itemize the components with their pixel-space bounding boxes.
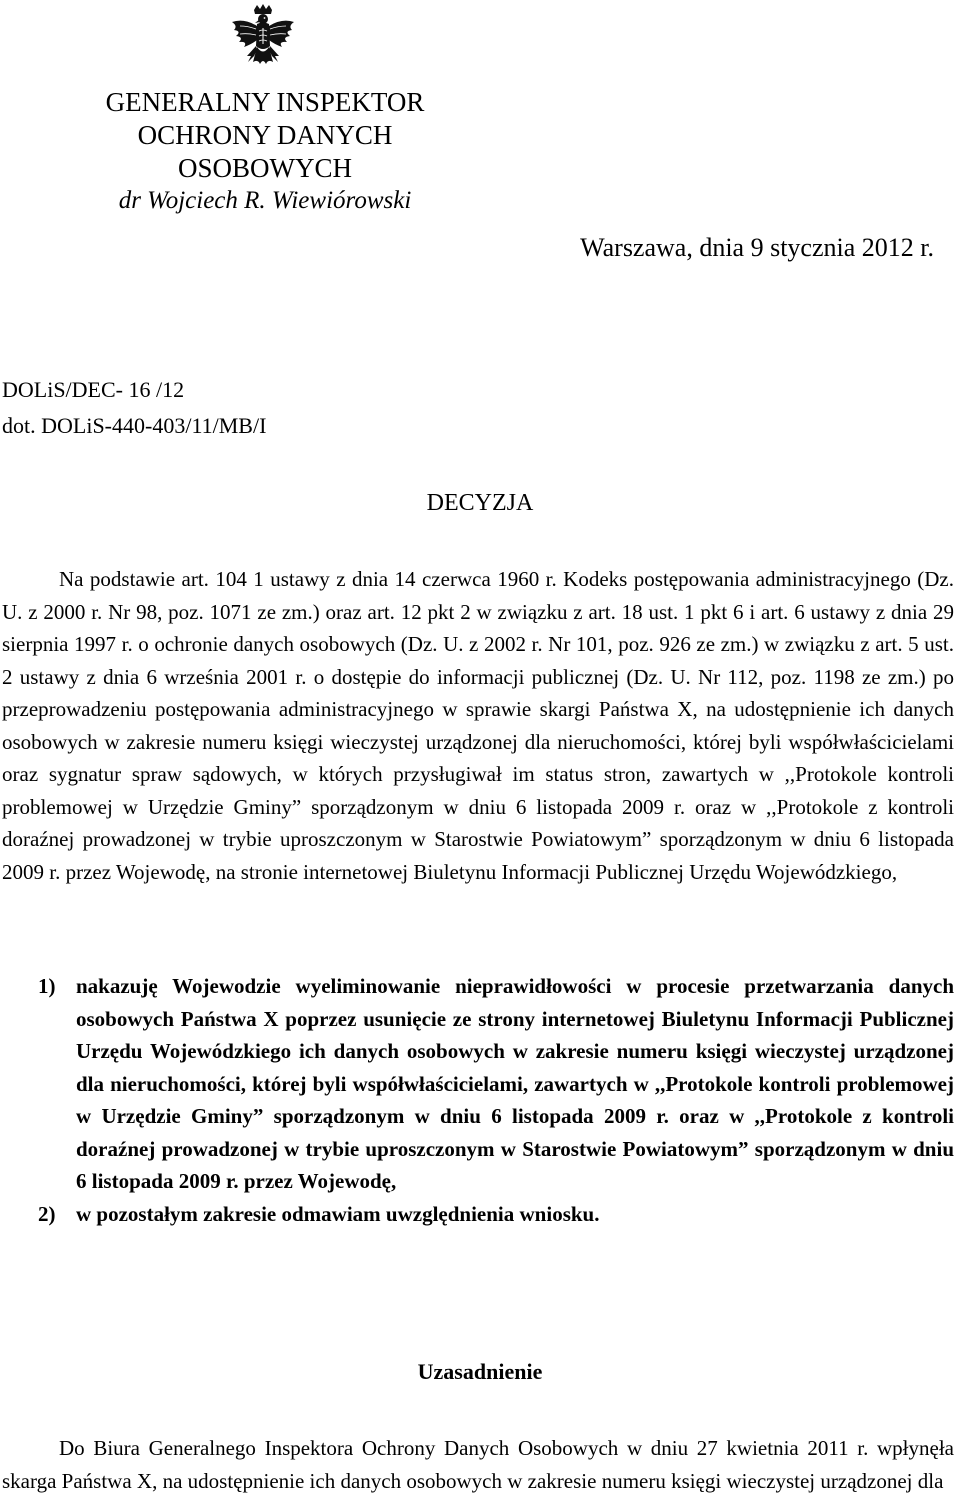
order-text: nakazuję Wojewodzie wyeliminowanie nieprawidłowości w procesie przetwarzania danych osobowych Państwa X poprzez usunięcie ze strony internetowej Biuletynu Informacji Publicznej Urzędu Wojewódzkiego ich danych osobowych w zakresie numeru księgi wieczystej urządzonej dla nieruchomości, której byli współwłaścicielami, zawartych w ,,Protokole kontroli problemowej w Urzędzie Gminy” sporządzonym w dniu 6 listopada 2009 r. oraz w ,,Protokole z kontroli doraźnej prowadzonej w trybie uproszczonym w Starostwie Powiatowym” sporządzonym w dniu 6 listopada 2009 r. przez Wojewodę, <box>76 974 954 1193</box>
reference-numbers <box>2 372 266 444</box>
justification-paragraph: Do Biura Generalnego Inspektora Ochrony Danych Osobowych w dniu 27 kwietnia 2011 r. wpłynęła skarga Państwa X, na udostępnienie ich danych osobowych w zakresie numeru księgi wieczystej urządzonej dla <box>2 1436 954 1493</box>
decision-title: DECYZJA <box>426 490 534 516</box>
reference-number: DOLiS/DEC- 16 /12 <box>2 377 185 402</box>
order-text: w pozostałym zakresie odmawiam uwzględnienia wniosku. <box>76 1201 600 1226</box>
legal-basis-paragraph: Na podstawie art. 104 1 ustawy z dnia 14 czerwca 1960 r. Kodeks postępowania administracyjnego (Dz. U. z 2000 r. Nr 98, poz. 1071 ze zm.) oraz art. 12 pkt 2 w związku z art. 18 ust. 1 pkt 6 i art. 6 ustawy z dnia 29 sierpnia 1997 r. o ochronie danych osobowych (Dz. U. z 2002 r. Nr 101, poz. 926 ze zm.) w związku z art. 5 ust. 2 ustawy z dnia 6 września 2001 r. o dostępie do informacji publicznej (Dz. U. Nr 112, poz. 1198 ze zm.) po przeprowadzeniu postępowania administracyjnego w sprawie skargi Państwa X, na udostępnienie ich danych osobowych w zakresie numeru księgi wieczystej urządzonej dla nieruchomości, której byli współwłaścicielami oraz sygnatur spraw sądowych, w których przysługiwał im status stron, zawartych w ,,Protokole kontroli problemowej w Urzędzie Gminy” sporządzonym w dniu 6 listopada 2009 r. oraz w ,,Protokole z kontroli doraźnej prowadzonej w trybie uproszczonym w Starostwie Powiatowym” sporządzonym w dniu 6 listopada 2009 r. przez Wojewodę, na stronie internetowej Biuletynu Informacji Publicznej Urzędu Wojewódzkiego, <box>2 567 954 884</box>
case-reference: dot. DOLiS-440-403/11/MB/I <box>2 413 267 438</box>
polish-eagle-emblem-icon <box>230 4 296 78</box>
justification-title: Uzasadnienie <box>417 1359 543 1384</box>
order-item <box>2 970 954 1198</box>
document-date: Warszawa, dnia 9 stycznia 2012 r. <box>580 233 934 262</box>
authority-line-3: OSOBOWYCH <box>177 153 352 183</box>
order-number: 1) <box>38 974 56 998</box>
decision-orders <box>2 970 954 1230</box>
order-item <box>2 1198 954 1231</box>
authority-line-1: GENERALNY INSPEKTOR <box>105 87 425 117</box>
authority-line-2: OCHRONY DANYCH <box>137 120 393 150</box>
official-name: dr Wojciech R. Wiewiórowski <box>118 187 412 214</box>
order-number: 2) <box>38 1201 56 1226</box>
authority-block <box>70 86 460 217</box>
